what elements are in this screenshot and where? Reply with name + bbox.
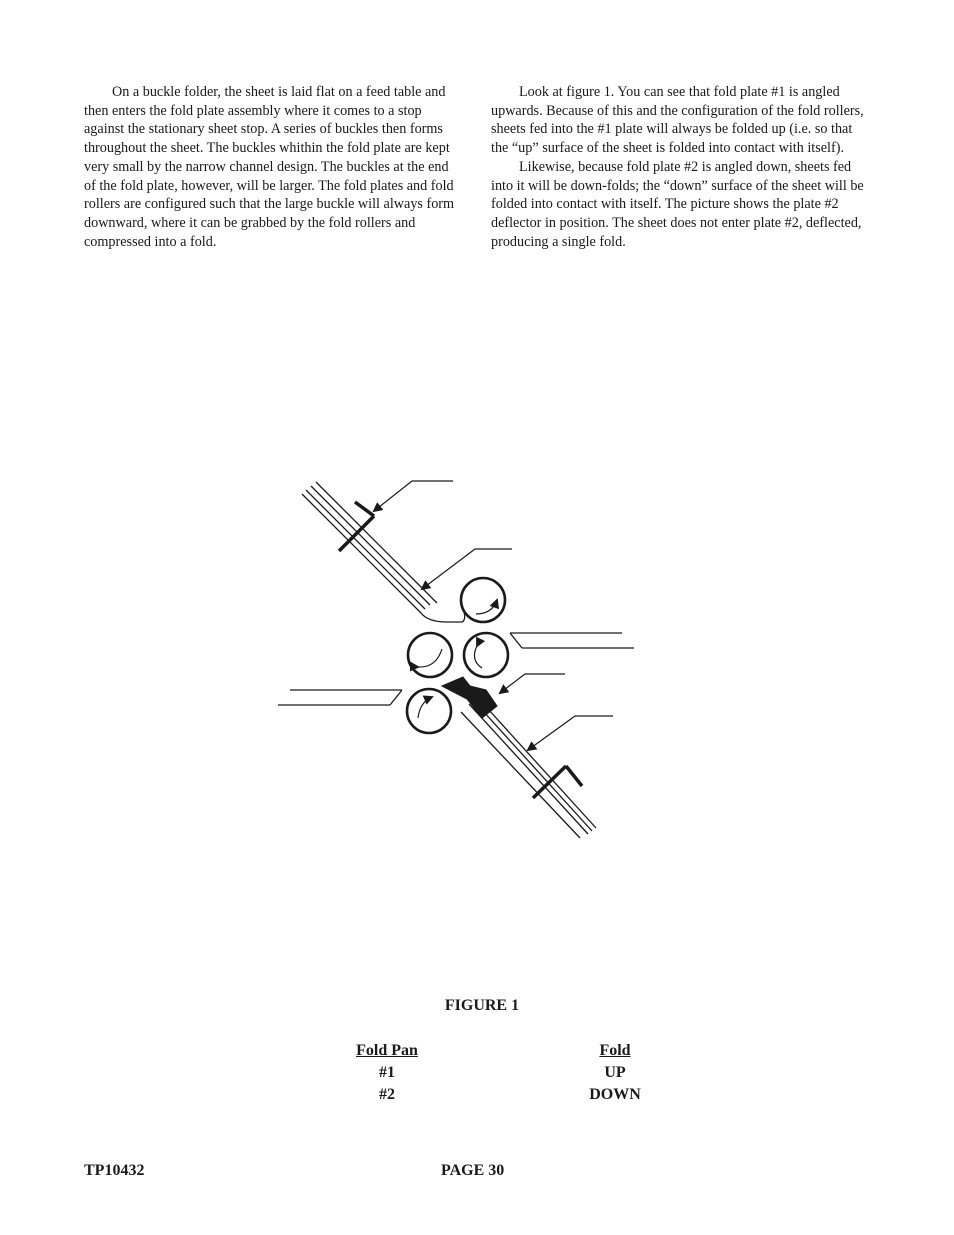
fold-plate-2	[461, 698, 596, 838]
fold-table-column-fold	[535, 1040, 695, 1106]
fold-roller	[407, 689, 451, 733]
fold-table-column-pan	[307, 1040, 467, 1106]
figure-caption: FIGURE 1	[444, 997, 520, 1014]
paragraph: Likewise, because fold plate #2 is angled down, sheets fed into it will be down-folds; the “down” surface of the sheet will be folded into contact with itself. The picture shows the plate #2 deflector in position. The sheet does not enter plate #2, deflected, producing a single fold.	[491, 158, 864, 250]
fold-plate-diagram	[270, 478, 650, 858]
exit-table	[510, 633, 634, 648]
paragraph: Look at figure 1. You can see that fold plate #1 is angled upwards. Because of this and the configuration of the fold rollers, sheets fed into the #1 plate will always be folded up (i.e. so that the “up” surface of the sheet is folded into contact with itself).	[491, 84, 864, 157]
page-number: PAGE 30	[441, 1162, 505, 1179]
paragraph: On a buckle folder, the sheet is laid flat on a feed table and then enters the fold plate assembly where it comes to a stop against the stationary sheet stop. A series of buckles then forms throughout the sheet. The buckles whithin the fold plate are kept very small by the narrow channel design. The buckles at the end of the fold plate, however, will be larger. The fold plates and fold rollers are configured such that the large buckle will always form downward, where it can be grabbed by the fold rollers and compressed into a fold.	[84, 84, 455, 250]
callout-arrows	[374, 481, 613, 750]
left-text-column	[84, 83, 457, 251]
fold-roller	[408, 633, 452, 677]
table-header: Fold Pan	[356, 1042, 418, 1059]
right-text-column	[491, 83, 866, 251]
table-cell: #1	[379, 1064, 395, 1081]
table-header: Fold	[599, 1042, 631, 1059]
table-cell: #2	[379, 1086, 395, 1103]
table-cell: DOWN	[589, 1086, 641, 1103]
feed-table	[278, 690, 402, 705]
document-id: TP10432	[84, 1162, 145, 1179]
fold-roller	[461, 578, 505, 622]
fold-roller	[464, 633, 508, 677]
table-cell: UP	[604, 1064, 626, 1081]
